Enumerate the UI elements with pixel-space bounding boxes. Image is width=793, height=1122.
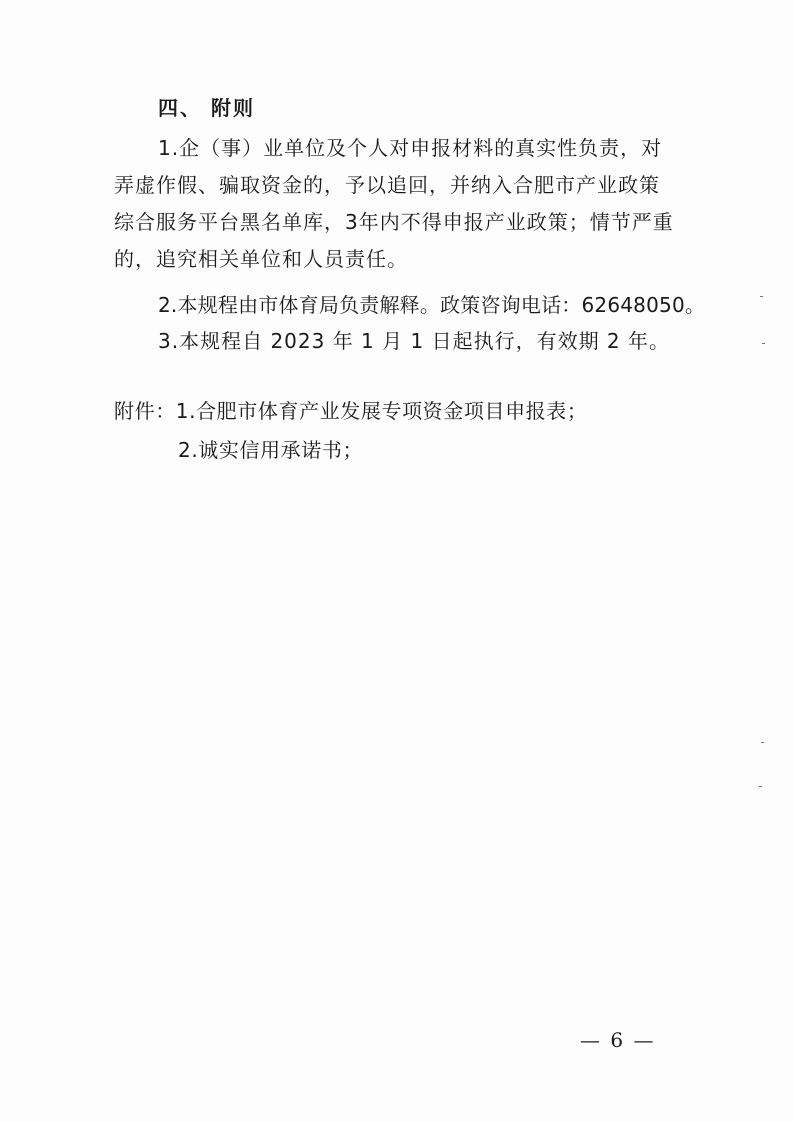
scan-artifact [762, 343, 765, 344]
scan-artifact [759, 786, 762, 787]
paragraph-interpretation: 2.本规程由市体育局负责解释。政策咨询电话：62648050。 [158, 293, 706, 317]
paragraph-responsibility: 1.企（事）业单位及个人对申报材料的真实性负责，对弄虚作假、骗取资金的，予以追回，并纳入合肥市产业政策综合服务平台黑名单库，3年内不得申报产业政策；情节严重的，追究相关单位和人员责任。 [114, 136, 674, 271]
attachment-line-2: 2.诚实信用承诺书； [178, 438, 364, 462]
scan-artifact [761, 742, 764, 743]
scan-artifact [760, 296, 763, 297]
page-number: — 6 — [580, 1028, 656, 1052]
attachment-line-1: 附件：1.合肥市体育产业发展专项资金项目申报表； [114, 399, 588, 423]
section-heading: 四、 附则 [158, 96, 255, 120]
paragraph-effective-date: 3.本规程自 2023 年 1 月 1 日起执行，有效期 2 年。 [158, 329, 671, 353]
